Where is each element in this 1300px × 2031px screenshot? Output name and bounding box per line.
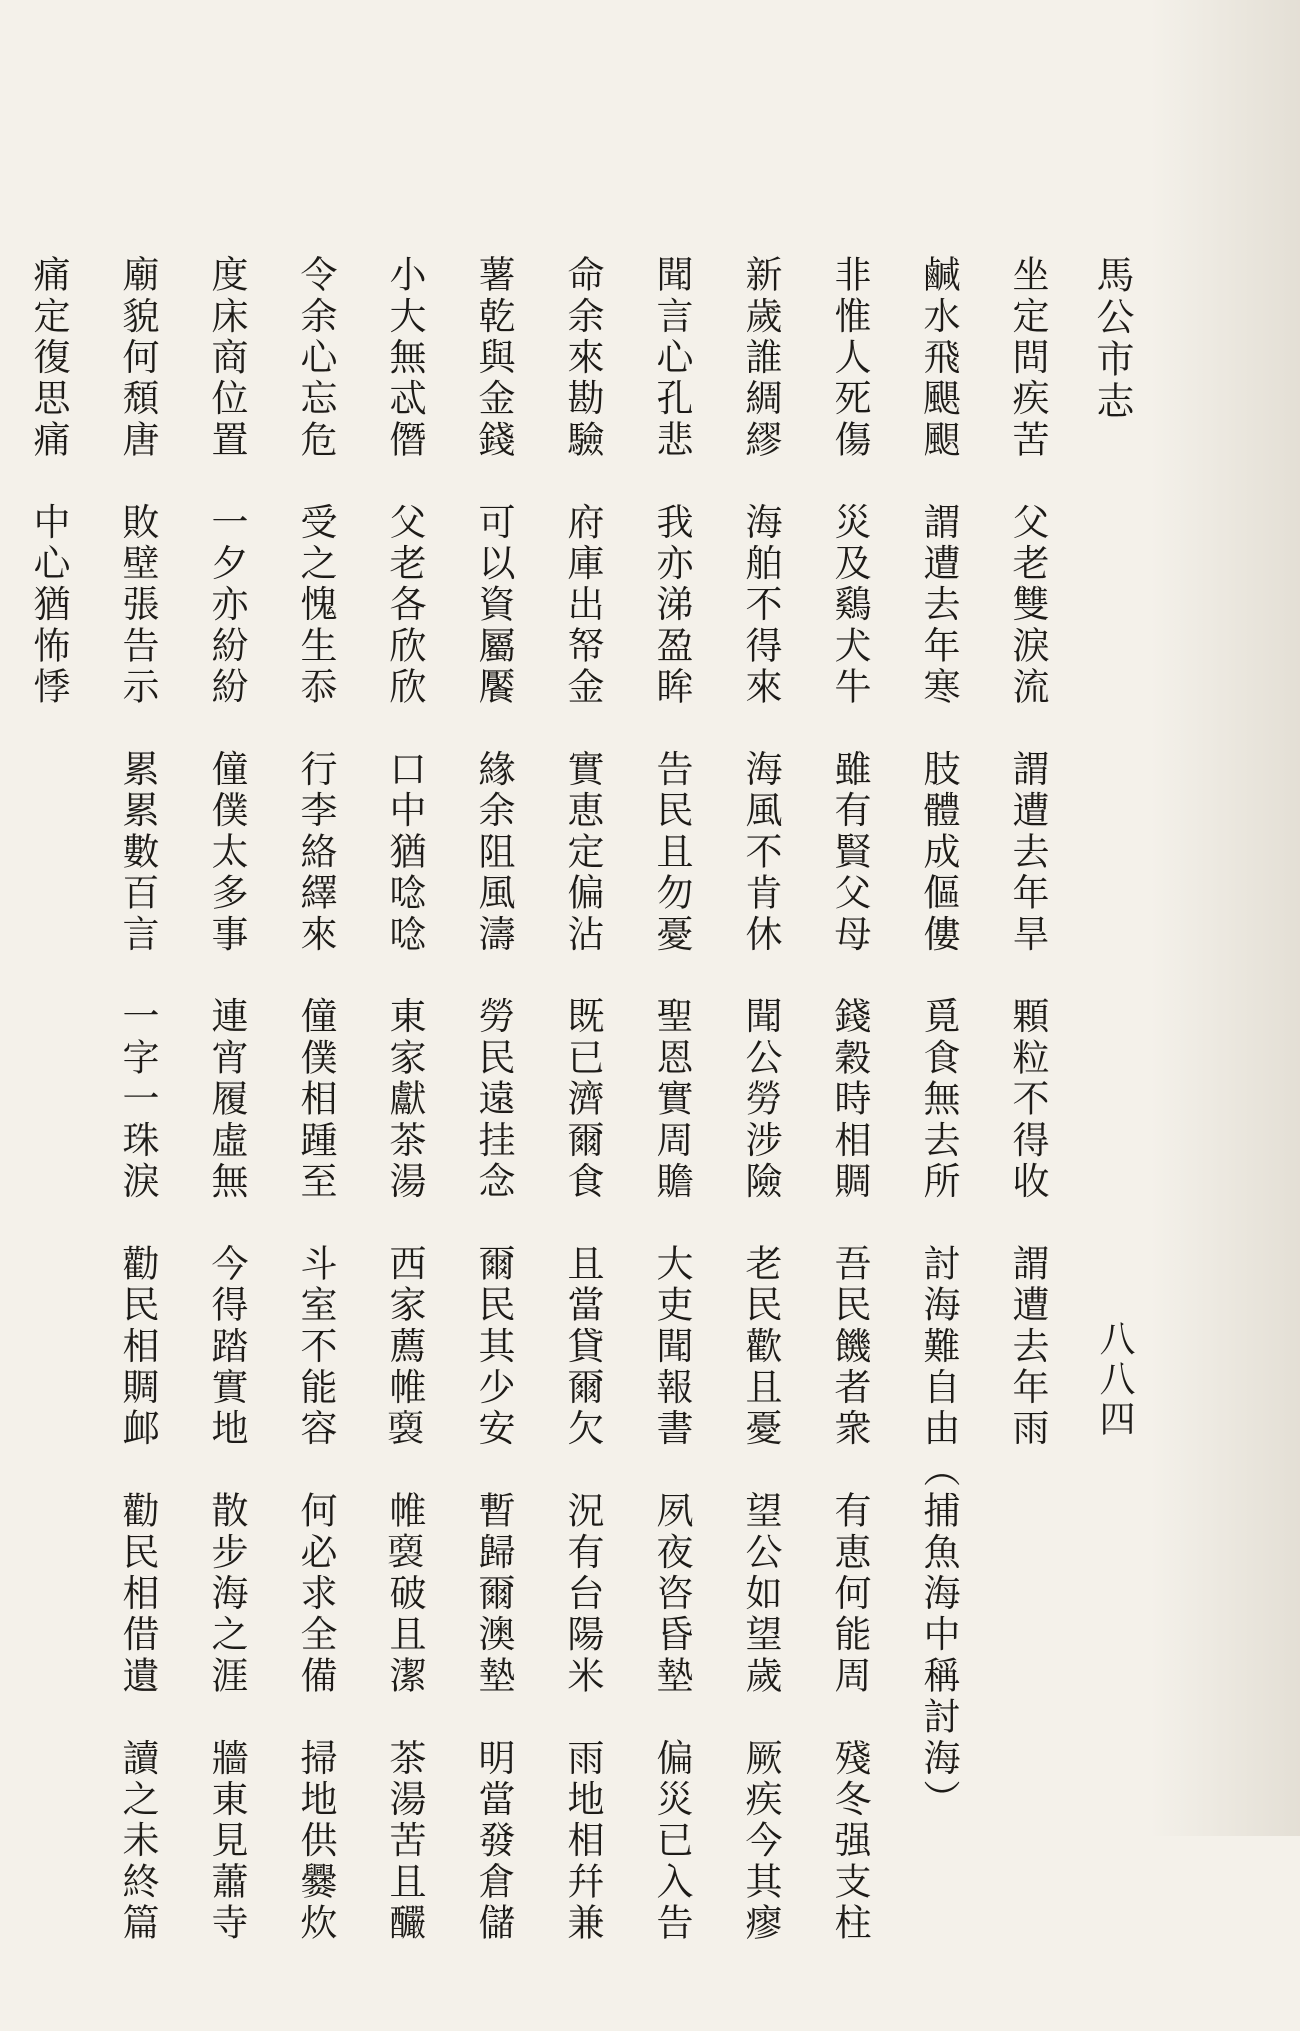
text-column: 新歲誰綢繆 海舶不得來 海風不肯休 聞公勞涉險 老民歡且憂 望公如望歲 厥疾今其瘳 bbox=[739, 255, 782, 1945]
text-column: 聞言心孔悲 我亦涕盈眸 告民且勿憂 聖恩實周贍 大吏聞報書 夙夜咨昏墊 偏災已入告 bbox=[650, 255, 693, 1945]
text-column: 鹹水飛颶𩗗 謂遭去年寒 肢體成傴僂 覓食無去所 討海難自由（捕魚海中稱討海） bbox=[917, 255, 960, 1821]
text-column: 度床商位置 一夕亦紛紛 僮僕太多事 連宵履虛無 今得踏實地 散步海之涯 牆東見蕭寺 bbox=[205, 255, 248, 1945]
text-column: 痛定復思痛 中心猶怖悸 bbox=[27, 255, 70, 709]
page-header-title: 馬公市志 bbox=[1090, 255, 1134, 423]
text-column: 廟貌何頹唐 敗壁張告示 累累數百言 一字一珠淚 勸民相賙䘏 勸民相借遺 讀之未終篇 bbox=[116, 255, 159, 1945]
text-column: 命余來勘驗 府庫出帑金 實恵定偏沾 既已濟爾食 且當貸爾欠 況有台陽米 雨地相幷兼 bbox=[561, 255, 604, 1945]
book-spine-shadow bbox=[1150, 0, 1300, 1836]
text-column: 薯乾與金錢 可以資屬饜 緣余阻風濤 勞民遠挂念 爾民其少安 暫歸爾澳墊 明當發倉儲 bbox=[472, 255, 515, 1945]
text-column: 非惟人死傷 災及鷄犬牛 雖有賢父母 錢穀時相賙 吾民饑者衆 有恵何能周 殘冬强支柱 bbox=[828, 255, 871, 1945]
page-number: 八八四 bbox=[1094, 1320, 1135, 1440]
text-column: 小大無忒僭 父老各欣欣 口中猶唸唸 東家獻茶湯 西家薦帷𧜟 帷𧜟破且潔 茶湯苦且釅 bbox=[383, 255, 426, 1945]
vertical-text-body bbox=[27, 255, 1090, 1945]
text-column: 令余心忘危 受之愧生忝 行李絡繹來 僮僕相踵至 斗室不能容 何必求全備 掃地供爨炊 bbox=[294, 255, 337, 1945]
text-column: 坐定問疾苦 父老雙淚流 謂遭去年旱 顆粒不得收 謂遭去年雨 bbox=[1006, 255, 1049, 1450]
